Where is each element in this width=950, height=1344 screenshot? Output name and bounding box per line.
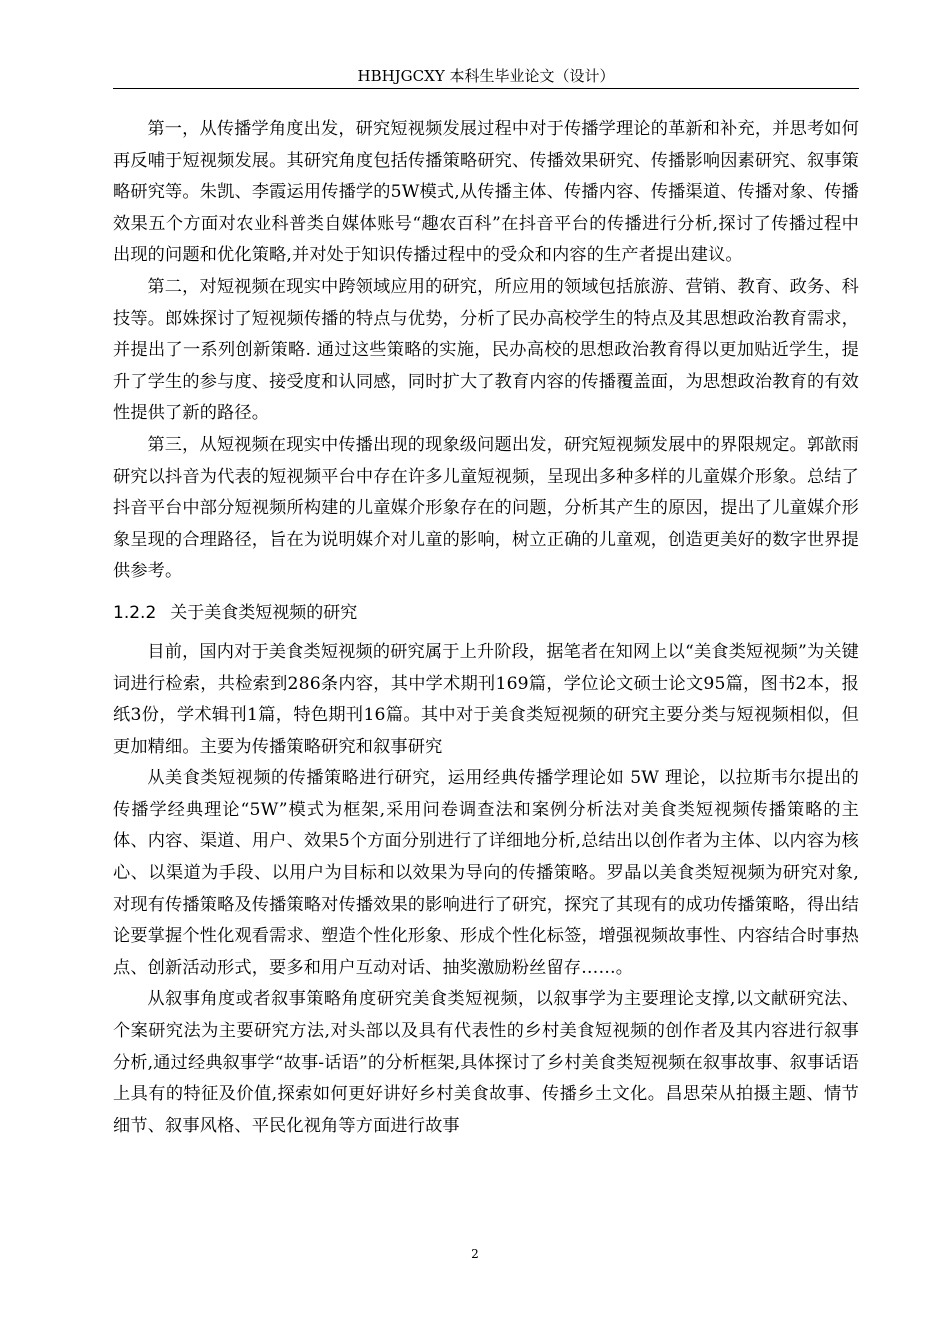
page-number: 2 <box>471 1247 479 1261</box>
paragraph: 从美食类短视频的传播策略进行研究，运用经典传播学理论如 5W 理论，以拉斯韦尔提出的传播学经典理论“5W”模式为框架,采用问卷调查法和案例分析法对美食类短视频传播策略的主体、内容、渠道、用户、效果5个方面分别进行了详细地分析,总结出以创作者为主体、以内容为核心、以渠道为手段、以用户为目标和以效果为导向的传播策略。罗晶以美食类短视频为研究对象,对现有传播策略及传播策略对传播效果的影响进行了研究，探究了其现有的成功传播策略，得出结论要掌握个性化观看需求、塑造个性化形象、形成个性化标签，增强视频故事性、内容结合时事热点、创新活动形式，要多和用户互动对话、抽奖激励粉丝留存……。 <box>113 768 859 978</box>
header-title: HBHJGCXY 本科生毕业论文（设计） <box>357 67 615 85</box>
paragraph: 第三，从短视频在现实中传播出现的现象级问题出发，研究短视频发展中的界限规定。郭歆雨研究以抖音为代表的短视频平台中存在许多儿童短视频，呈现出多种多样的儿童媒介形象。总结了抖音平台中部分短视频所构建的儿童媒介形象存在的问题，分析其产生的原因，提出了儿童媒介形象呈现的合理路径，旨在为说明媒介对儿童的影响，树立正确的儿童观，创造更美好的数字世界提供参考。 <box>113 434 859 582</box>
paragraph: 从叙事角度或者叙事策略角度研究美食类短视频，以叙事学为主要理论支撑,以文献研究法、个案研究法为主要研究方法,对头部以及具有代表性的乡村美食短视频的创作者及其内容进行叙事分析,通过经典叙事学“故事-话语”的分析框架,具体探讨了乡村美食类短视频在叙事故事、叙事话语上具有的特征及价值,探索如何更好讲好乡村美食故事、传播乡土文化。昌思荣从拍摄主题、情节细节、叙事风格、平民化视角等方面进行故事 <box>113 989 859 1136</box>
section-heading <box>113 598 859 628</box>
section-number: 1.2.2 <box>113 602 157 623</box>
section-title: 关于美食类短视频的研究 <box>170 602 358 623</box>
paragraph: 目前，国内对于美食类短视频的研究属于上升阶段，据笔者在知网上以“美食类短视频”为关键词进行检索，共检索到286条内容，其中学术期刊169篇，学位论文硕士论文95篇，图书2本，报纸3份，学术辑刊1篇，特色期刊16篇。其中对于美食类短视频的研究主要分类与短视频相似，但更加精细。主要为传播策略研究和叙事研究 <box>113 641 859 757</box>
paragraph: 第二，对短视频在现实中跨领域应用的研究，所应用的领域包括旅游、营销、教育、政务、科技等。郎姝探讨了短视频传播的特点与优势，分析了民办高校学生的特点及其思想政治教育需求，并提出了一系列创新策略. 通过这些策略的实施，民办高校的思想政治教育得以更加贴近学生，提升了学生的参与度、接受度和认同感，同时扩大了教育内容的传播覆盖面，为思想政治教育的有效性提供了新的路径。 <box>113 276 859 424</box>
paragraph: 第一，从传播学角度出发，研究短视频发展过程中对于传播学理论的革新和补充，并思考如何再反哺于短视频发展。其研究角度包括传播策略研究、传播效果研究、传播影响因素研究、叙事策略研究等。朱凯、李霞运用传播学的5W模式,从传播主体、传播内容、传播渠道、传播对象、传播效果五个方面对农业科普类自媒体账号“趣农百科”在抖音平台的传播进行分析,探讨了传播过程中出现的问题和优化策略,并对处于知识传播过程中的受众和内容的生产者提出建议。 <box>113 119 859 266</box>
document-body <box>113 114 859 1142</box>
page-header <box>113 66 859 89</box>
